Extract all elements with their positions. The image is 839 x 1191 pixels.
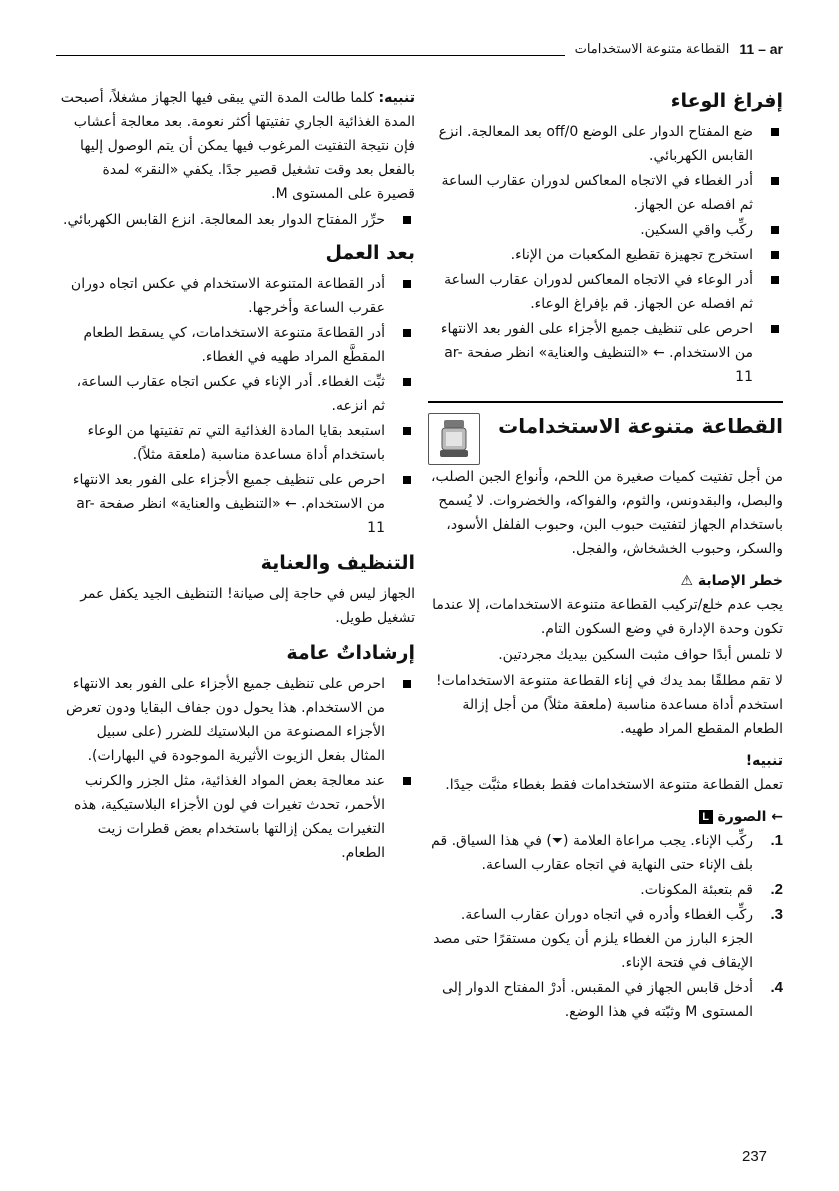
list-item: احرص على تنظيف جميع الأجزاء على الفور بعد الانتهاء من الاستخدام. ← «التنظيف والعناية» انظر صفحة ar-11 <box>428 317 783 389</box>
warning-paragraph: يجب عدم خلع/تركيب القطاعة متنوعة الاستخدامات، إلا عندما تكون وحدة الإدارة في وضع السكون التام. <box>432 597 783 637</box>
figure-label: ← الصورة <box>717 809 783 825</box>
general-heading: إرشاداتٌ عامة <box>286 642 415 664</box>
step-item: 3. ركِّب الغطاء وأدره في اتجاه دوران عقارب الساعة. الجزء البارز من الغطاء يلزم أن يكون مستقرًا حتى مصد الإيقاف في فتحة الإناء. <box>433 906 783 971</box>
page-number: 237 <box>742 1148 768 1165</box>
section-header <box>428 401 783 465</box>
step-item: 2. قم بتعبئة المكونات. <box>640 881 783 898</box>
step-item: 1. ركِّب الإناء. يجب مراعاة العلامة (⏷) في هذا السياق. قم بلف الإناء حتى النهاية في اتجاه عقارب الساعة. <box>431 832 783 873</box>
warning-paragraph: لا تقم مطلقًا بمد يدك في إناء القطاعة متنوعة الاستخدامات! استخدم أداة مساعدة مناسبة (ملعقة مثلاً) من أجل إزالة الطعام المقطع المراد طهيه. <box>436 673 783 737</box>
care-text: الجهاز ليس في حاجة إلى صيانة! التنظيف الجيد يكفل عمر تشغيل طويل. <box>80 586 415 626</box>
notice-title: تنبيه! <box>745 753 783 769</box>
empty-bowl-heading: إفراغ الوعاء <box>670 90 783 112</box>
warning-title-row <box>428 569 783 593</box>
tip-list <box>60 208 415 232</box>
after-use-list <box>60 272 415 540</box>
list-item: أدر القطاعةَ متنوعة الاستخدامات، كي يسقط الطعام المقطَّع المراد طهيه في الغطاء. <box>60 321 415 369</box>
warning-triangle-icon: ⚠ <box>680 573 694 589</box>
left-column <box>60 86 415 866</box>
list-item: ثبِّت الغطاء. أدر الإناء في عكس اتجاه عقارب الساعة، ثم انزعه. <box>60 370 415 418</box>
list-item: استبعد بقايا المادة الغذائية التي تم تفتيتها من الوعاء باستخدام أداة مساعدة مناسبة (ملعقة مثلاً). <box>60 419 415 467</box>
figure-letter: L <box>699 810 713 824</box>
list-item: أدر القطاعة المتنوعة الاستخدام في عكس اتجاه دوران عقرب الساعة وأخرجها. <box>60 272 415 320</box>
list-item: أدر الوعاء في الاتجاه المعاكس لدوران عقارب الساعة ثم افصله عن الجهاز. قم بإفراغ الوعاء. <box>428 268 783 316</box>
care-heading: التنظيف والعناية <box>260 552 415 574</box>
section-intro: من أجل تفتيت كميات صغيرة من اللحم، وأنواع الجبن الصلب، والبصل، والبقدونس، والثوم، والفواكه، والخضروات. لا يُسمح باستخدام الجهاز لتفتيت حبوب البن، وحبوب الفلفل الأسود، والسكر، وحبوب الخشخاش، والفجل. <box>431 469 783 557</box>
step-item: 4. أدخل قابس الجهاز في المقبس. أدرْ المفتاح الدوار إلى المستوى M وثبّته في هذا الوضع. <box>441 979 783 1020</box>
empty-bowl-list <box>428 120 783 389</box>
list-item: احرص على تنظيف جميع الأجزاء على الفور بعد الانتهاء من الاستخدام. ← «التنظيف والعناية» انظر صفحة ar-11 <box>60 468 415 540</box>
general-list <box>60 672 415 865</box>
page-code: 11 – ar <box>739 41 783 57</box>
list-item: استخرج تجهيزة تقطيع المكعبات من الإناء. <box>428 243 783 267</box>
warning-title: خطر الإصابة <box>697 573 783 589</box>
list-item: عند معالجة بعض المواد الغذائية، مثل الجزر والكرنب الأحمر، تحدث تغيرات في لون الأجزاء البلاستيكية، هذه التغيرات يمكن إزالتها باستخدام بعض قطرات زيت الطعام. <box>60 769 415 865</box>
page-header <box>56 36 783 62</box>
list-item: ركِّب واقي السكين. <box>428 218 783 242</box>
header-title: القطاعة متنوعة الاستخدامات <box>574 41 730 56</box>
list-item: احرص على تنظيف جميع الأجزاء على الفور بعد الانتهاء من الاستخدام. هذا يحول دون جفاف البقايا ودون تعرض الأجزاء المصنوعة من البلاستيك للضرر (على سبيل المثال بفعل الزيوت الأثيرية الموجودة في البهارات). <box>60 672 415 768</box>
right-column <box>428 86 783 1025</box>
notice-text: تعمل القطاعة متنوعة الاستخدامات فقط بغطاء مثبَّت جيدًا. <box>445 777 783 793</box>
tip-paragraph <box>60 86 415 206</box>
warning-paragraph: لا تلمس أبدًا حواف مثبت السكين بيديك مجردتين. <box>498 647 783 663</box>
multi-chopper-icon <box>428 413 480 465</box>
figure-reference <box>428 805 783 829</box>
list-item: ضع المفتاح الدوار على الوضع 0/off بعد المعالجة. انزع القابس الكهربائي. <box>428 120 783 168</box>
section-title: القطاعة متنوعة الاستخدامات <box>498 414 783 438</box>
list-item: حرِّر المفتاح الدوار بعد المعالجة. انزع القابس الكهربائي. <box>60 208 415 232</box>
tip-label: تنبيه: <box>378 90 415 106</box>
list-item: أدر الغطاء في الاتجاه المعاكس لدوران عقارب الساعة ثم افصله عن الجهاز. <box>428 169 783 217</box>
after-use-heading: بعد العمل <box>325 242 415 264</box>
header-rule <box>56 55 565 56</box>
steps-list <box>428 829 783 1024</box>
tip-text: كلما طالت المدة التي يبقى فيها الجهاز مشغلاً، أصبحت المدة الغذائية الجاري تفتيتها أكثر نعومة. بعد معالجة أعشاب فإن نتيجة التفتيت المرغوب فيها يمكن أن يتم الوصول إليها بالفعل بعد وقت تشغيل قصير جدًا. يكفي «النقر» لمدة قصيرة على المستوى M. <box>60 90 415 202</box>
